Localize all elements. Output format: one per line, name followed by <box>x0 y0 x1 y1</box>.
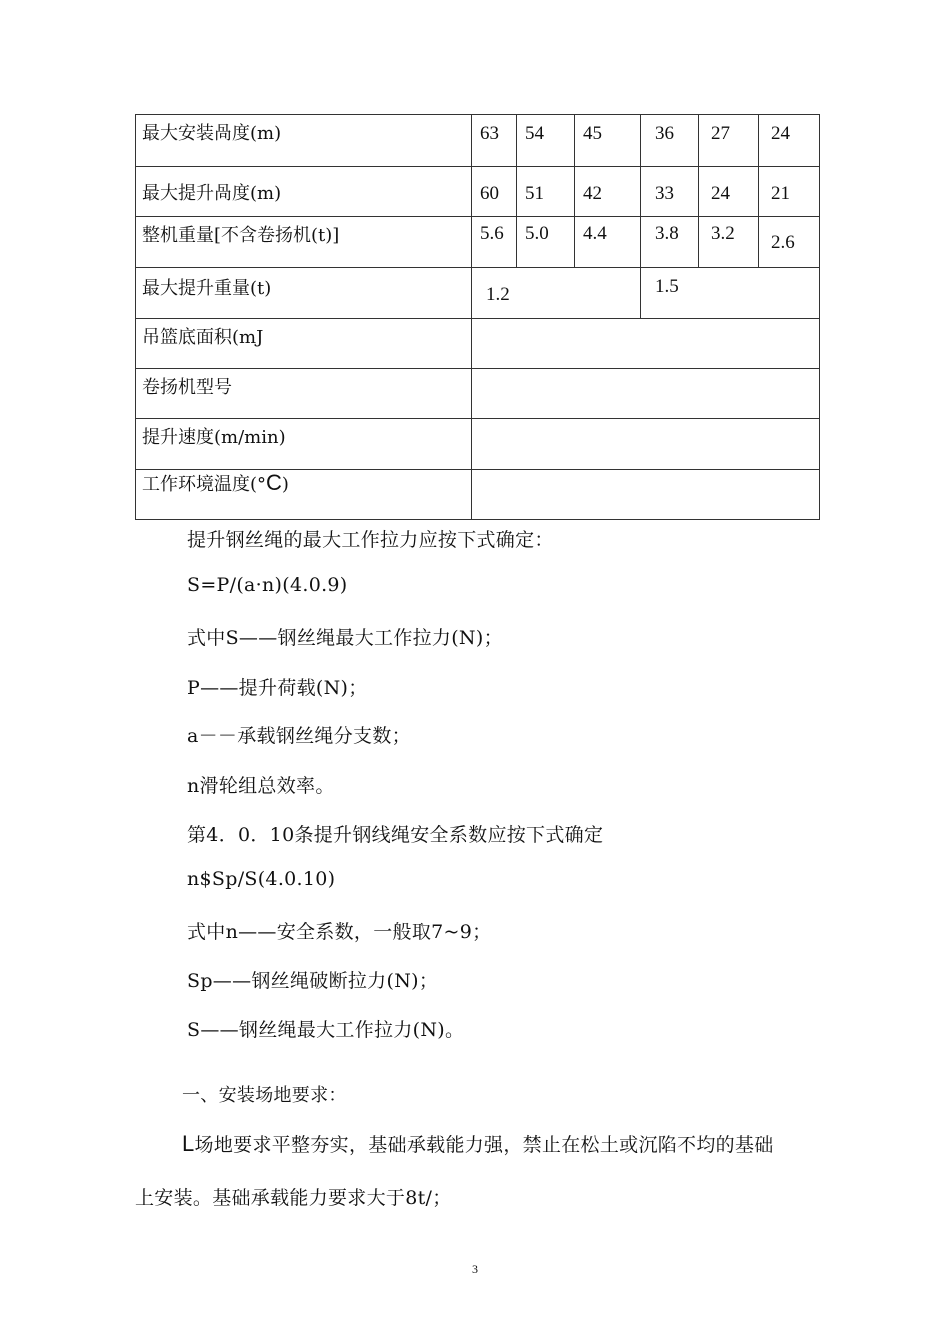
table-cell: 21 <box>759 167 820 217</box>
table-cell: 63 <box>472 115 517 167</box>
table-row <box>136 115 820 167</box>
paragraph: 式中S——钢丝绳最大工作拉力(N)； <box>187 627 503 649</box>
table-cell: 24 <box>759 115 820 167</box>
paragraph: Sp——钢丝绳破断拉力(N)； <box>187 970 439 992</box>
table-cell: 45 <box>575 115 641 167</box>
table-row <box>136 319 820 369</box>
table-cell: 33 <box>641 167 699 217</box>
paragraph <box>182 1130 774 1157</box>
paragraph: 上安装。基础承载能力要求大于8t/； <box>135 1187 452 1209</box>
table-row <box>136 268 820 319</box>
table-cell: 3.2 <box>699 217 759 268</box>
table-row <box>136 419 820 470</box>
formula: S=P/(a·n)(4.0.9) <box>187 574 348 596</box>
row-label: 提升速度(m/min) <box>136 419 472 470</box>
paragraph: a－－承载钢丝绳分支数； <box>187 725 411 747</box>
row-label: 吊篮底面积(mJ <box>136 319 472 369</box>
table-row <box>136 167 820 217</box>
row-label: 最大提升重量(t) <box>136 268 472 319</box>
row-label: 整机重量[不含卷扬机(t)] <box>136 217 472 268</box>
row-label-close: ) <box>281 474 289 495</box>
table-cell <box>472 319 820 369</box>
row-label: 卷扬机型号 <box>136 369 472 419</box>
table-row <box>136 470 820 520</box>
table-cell: 3.8 <box>641 217 699 268</box>
table-cell <box>472 419 820 470</box>
table-cell: 42 <box>575 167 641 217</box>
table-cell: 24 <box>699 167 759 217</box>
row-label <box>136 470 472 520</box>
paragraph: 式中n——安全系数，一般取7~9； <box>187 921 492 943</box>
table-cell: 1.2 <box>472 268 641 319</box>
table-cell: 2.6 <box>759 217 820 268</box>
table-cell <box>472 470 820 520</box>
row-label: 最大安装咼度(m) <box>136 115 472 167</box>
table-cell: 60 <box>472 167 517 217</box>
table-cell: 1.5 <box>641 268 820 319</box>
paragraph: S——钢丝绳最大工作拉力(N)。 <box>187 1019 465 1041</box>
row-label: 最大提升咼度(m) <box>136 167 472 217</box>
paragraph: n滑轮组总效率。 <box>187 775 335 797</box>
paragraph: 提升钢丝绳的最大工作拉力应按下式确定： <box>187 529 554 551</box>
table-cell: 27 <box>699 115 759 167</box>
row-label-unit: C <box>266 470 282 495</box>
section-heading: 一、安装场地要求： <box>182 1085 347 1106</box>
table-cell: 4.4 <box>575 217 641 268</box>
paragraph: P——提升荷载(N)； <box>187 677 368 699</box>
table-cell: 51 <box>517 167 575 217</box>
page-number: 3 <box>472 1262 478 1276</box>
table-cell: 5.6 <box>472 217 517 268</box>
list-marker: L <box>182 1131 195 1156</box>
table-row <box>136 369 820 419</box>
table-cell: 36 <box>641 115 699 167</box>
table-cell: 54 <box>517 115 575 167</box>
table-row <box>136 217 820 268</box>
spec-table <box>135 114 820 520</box>
table-cell <box>472 369 820 419</box>
formula: n$Sp/S(4.0.10) <box>187 868 336 890</box>
row-label-text: 工作环境温度(° <box>142 474 267 495</box>
paragraph-text: 场地要求平整夯实，基础承载能力强，禁止在松土或沉陷不均的基础 <box>194 1134 774 1156</box>
table-cell: 5.0 <box>517 217 575 268</box>
section-heading: 第4．0．10条提升钢线绳安全系数应按下式确定 <box>187 824 604 846</box>
